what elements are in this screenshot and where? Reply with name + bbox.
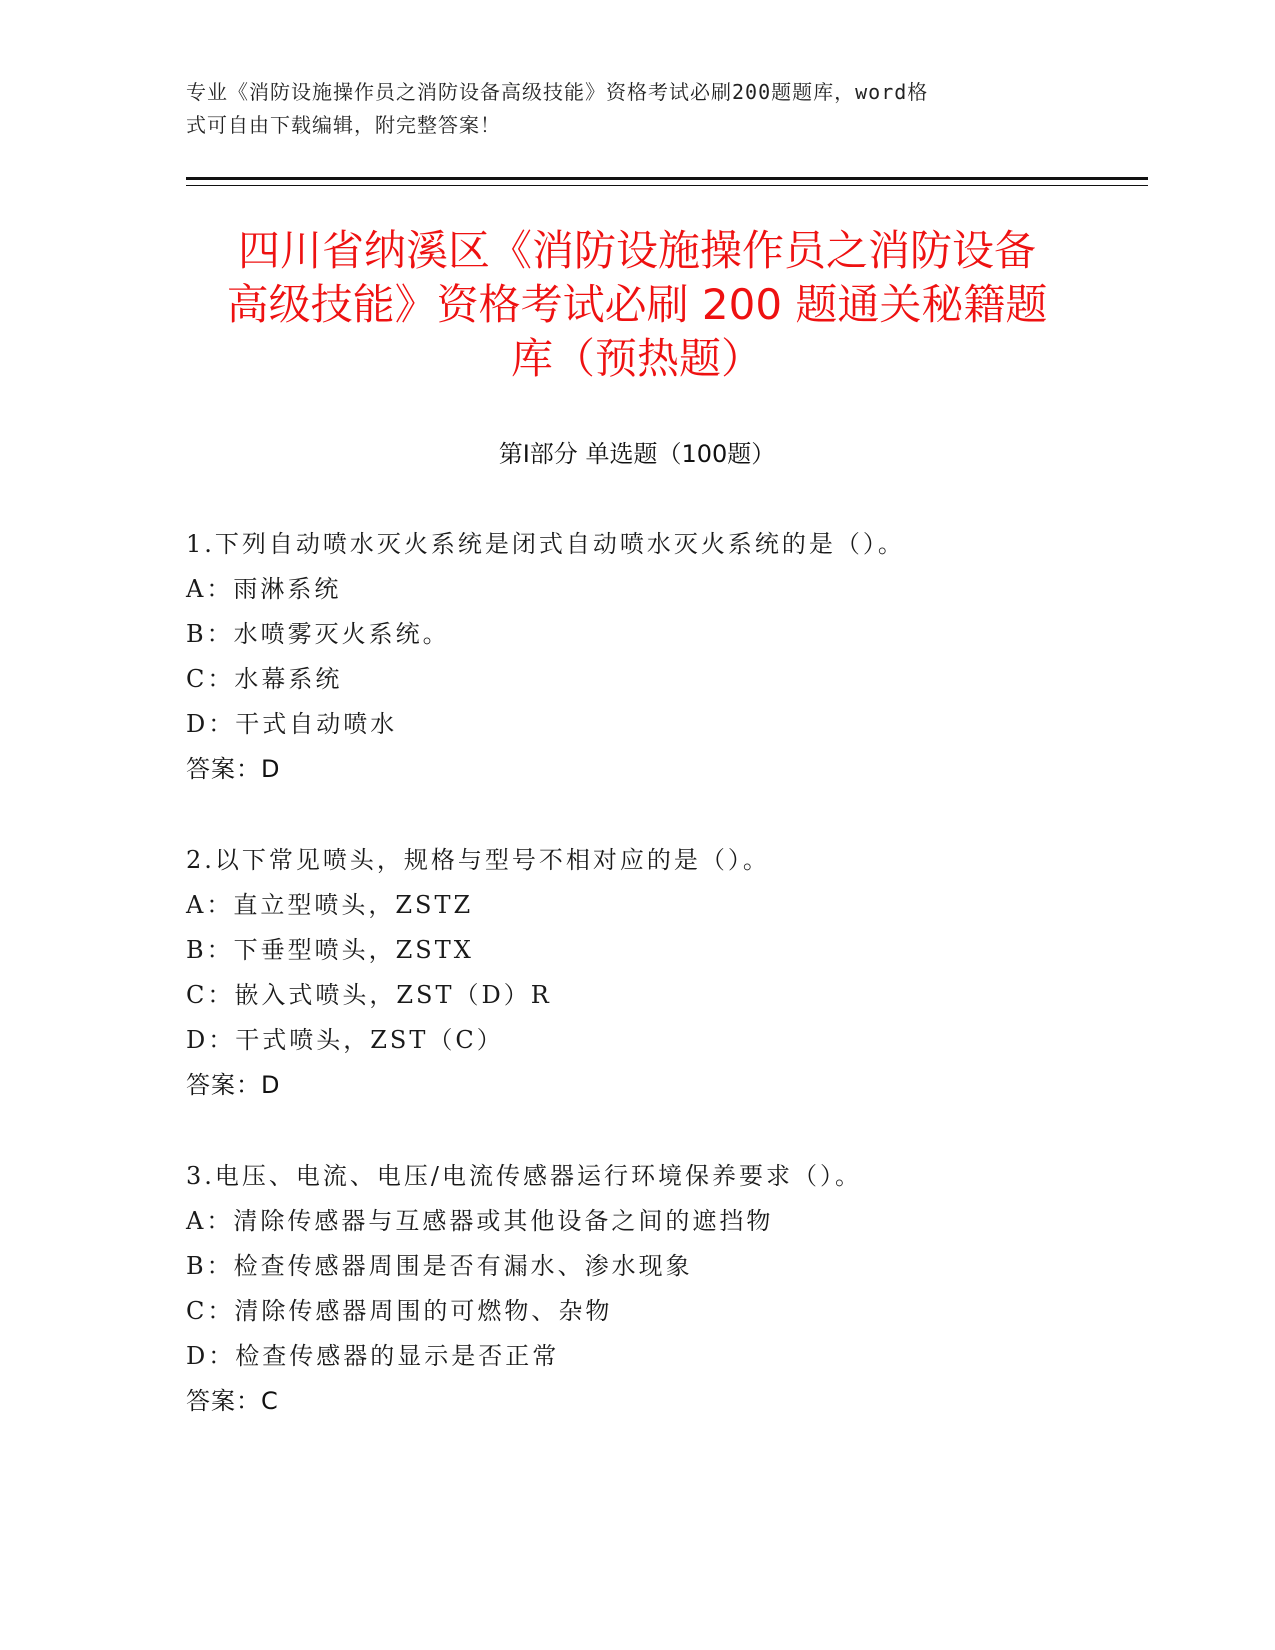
document-title <box>186 224 1088 386</box>
header-note-line-2: 式可自由下载编辑，附完整答案！ <box>186 113 501 137</box>
answer: 答案：D <box>186 1071 281 1099</box>
document-title-line-3: 库（预热题） <box>510 334 763 383</box>
question-3 <box>186 1154 1106 1424</box>
document-title-line-1: 四川省纳溪区《消防设施操作员之消防设备 <box>237 226 1036 275</box>
header-note-line-1: 专业《消防设施操作员之消防设备高级技能》资格考试必刷200题题库，word格 <box>186 80 929 104</box>
option-b: B：下垂型喷头，ZSTX <box>186 936 474 964</box>
header-note <box>186 76 1086 142</box>
option-a: A：清除传感器与互感器或其他设备之间的遮挡物 <box>186 1207 774 1235</box>
option-a: A：直立型喷头，ZSTZ <box>186 891 474 919</box>
question-list <box>186 522 1106 1470</box>
option-b: B：水喷雾灭火系统。 <box>186 620 450 648</box>
option-d: D：检查传感器的显示是否正常 <box>186 1342 560 1370</box>
header-divider-thin <box>186 185 1148 186</box>
option-a: A：雨淋系统 <box>186 575 342 603</box>
option-d: D：干式喷头，ZST（C） <box>186 1026 504 1054</box>
question-1 <box>186 522 1106 792</box>
question-stem: 1.下列自动喷水灭火系统是闭式自动喷水灭火系统的是（）。 <box>186 530 905 558</box>
answer: 答案：D <box>186 755 281 783</box>
question-2 <box>186 838 1106 1108</box>
option-d: D：干式自动喷水 <box>186 710 398 738</box>
answer: 答案：C <box>186 1387 279 1415</box>
option-c: C：嵌入式喷头，ZST（D）R <box>186 981 552 1009</box>
question-stem: 3.电压、电流、电压/电流传感器运行环境保养要求（）。 <box>186 1162 862 1190</box>
option-c: C：水幕系统 <box>186 665 343 693</box>
option-c: C：清除传感器周围的可燃物、杂物 <box>186 1297 613 1325</box>
header-divider-thick <box>186 177 1148 180</box>
question-stem: 2.以下常见喷头，规格与型号不相对应的是（）。 <box>186 846 770 874</box>
section-heading: 第Ⅰ部分 单选题（100题） <box>498 440 776 468</box>
document-title-line-2: 高级技能》资格考试必刷 200 题通关秘籍题 <box>226 280 1048 329</box>
option-b: B：检查传感器周围是否有漏水、渗水现象 <box>186 1252 693 1280</box>
